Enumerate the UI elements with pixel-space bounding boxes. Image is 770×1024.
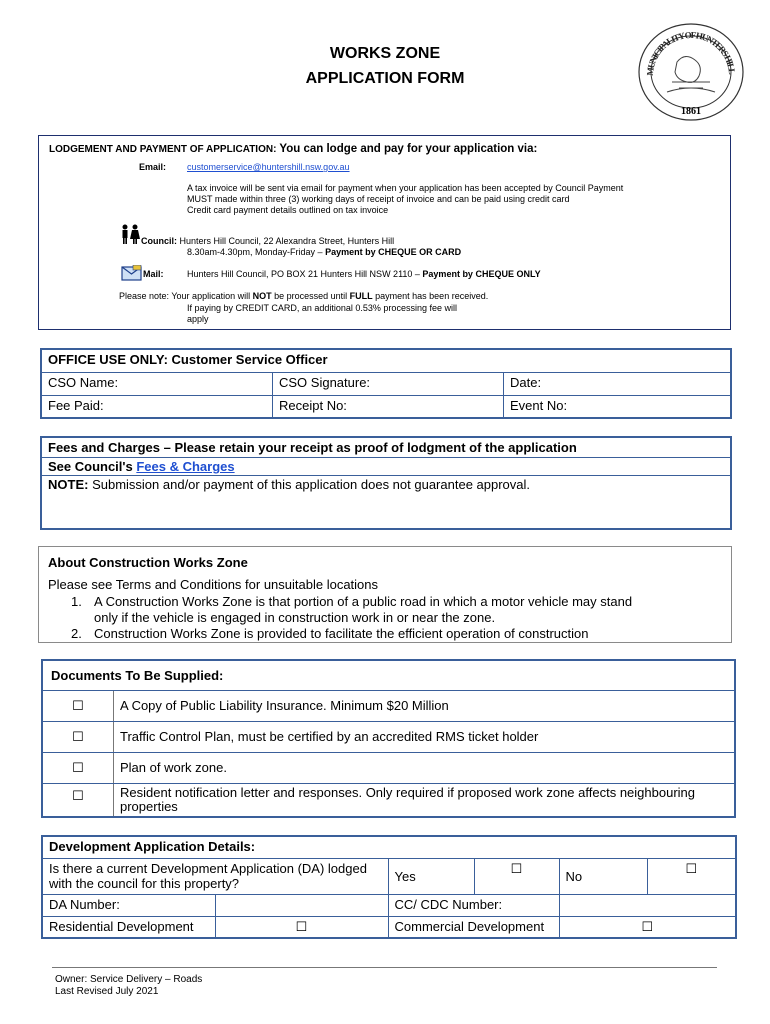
council-line: [141, 236, 394, 247]
fees-see-row: [42, 458, 730, 476]
cso-name-field[interactable]: CSO Name:: [41, 372, 273, 395]
form-title-line2: APPLICATION FORM: [305, 70, 465, 87]
da-question: Is there a current Development Application (DA) lodged with the council for this property?: [42, 858, 388, 894]
footer: [55, 974, 202, 998]
receipt-no-field[interactable]: Receipt No:: [273, 395, 504, 418]
no-checkbox[interactable]: ☐: [685, 860, 698, 876]
footer-divider: [52, 967, 717, 968]
payment-note-line1: [119, 291, 488, 302]
about-heading: About Construction Works Zone: [48, 555, 248, 570]
office-use-heading: OFFICE USE ONLY: Customer Service Officer: [41, 349, 731, 372]
cdc-number-label: CC/ CDC Number:: [388, 894, 559, 916]
fees-note-label: NOTE:: [48, 477, 89, 492]
residential-checkbox[interactable]: ☐: [295, 918, 308, 934]
lodgement-heading-rest: You can lodge and pay for your application via:: [276, 143, 538, 155]
mail-label: Mail:: [143, 269, 164, 279]
document-item: Plan of work zone.: [114, 752, 736, 783]
email-link[interactable]: customerservice@huntershill.nsw.gov.au: [187, 162, 350, 172]
payment-note-line3: apply: [187, 314, 209, 324]
development-heading: Development Application Details:: [42, 836, 736, 858]
yes-checkbox[interactable]: ☐: [510, 860, 523, 876]
lodgement-heading: [49, 143, 537, 155]
document-checkbox[interactable]: ☐: [72, 759, 84, 775]
form-title-line1: WORKS ZONE: [329, 45, 441, 62]
da-number-field[interactable]: [215, 894, 388, 916]
office-use-table: [40, 348, 732, 419]
payment-note-line2: If paying by CREDIT CARD, an additional 0.53% processing fee will: [187, 303, 457, 313]
fees-note-row: [42, 476, 730, 493]
note-text-c: payment has been received.: [372, 291, 489, 301]
document-item: Resident notification letter and responses. Only required if proposed work zone affects neighbouring properties: [114, 783, 736, 817]
cso-signature-field[interactable]: CSO Signature:: [273, 372, 504, 395]
note-text-b: be processed until: [271, 291, 350, 301]
svg-text:MUNICIPALITY OF HUNTERS HILL: MUNICIPALITY OF HUNTERS HILL: [644, 29, 738, 77]
email-note-3: Credit card payment details outlined on tax invoice: [187, 205, 389, 215]
commercial-checkbox[interactable]: ☐: [641, 918, 654, 934]
council-address: Hunters Hill Council, 22 Alexandra Street, Hunters Hill: [177, 236, 395, 246]
lodgement-heading-bold: LODGEMENT AND PAYMENT OF APPLICATION:: [49, 144, 277, 155]
mail-payment: Payment by CHEQUE ONLY: [422, 269, 541, 279]
documents-table: [41, 659, 736, 818]
council-seal-logo: [637, 22, 745, 122]
document-item: A Copy of Public Liability Insurance. Minimum $20 Million: [114, 690, 736, 721]
fees-note-text: Submission and/or payment of this application does not guarantee approval.: [88, 477, 531, 492]
development-table: [41, 835, 737, 939]
date-field[interactable]: Date:: [504, 372, 732, 395]
about-intro: Please see Terms and Conditions for unsuitable locations: [48, 577, 379, 592]
about-item1-line1: A Construction Works Zone is that portion of a public road in which a motor vehicle may stand: [94, 594, 633, 609]
cdc-number-field[interactable]: [559, 894, 736, 916]
council-hours: 8.30am-4.30pm, Monday-Friday –: [187, 247, 326, 257]
document-checkbox[interactable]: ☐: [72, 728, 84, 744]
email-note-1: A tax invoice will be sent via email for payment when your application has been accepted by Council Payment: [187, 183, 624, 193]
about-item2-number: 2.: [71, 626, 82, 641]
yes-label: Yes: [388, 858, 474, 894]
da-number-label: DA Number:: [42, 894, 215, 916]
council-hours-line: [187, 247, 461, 258]
footer-revised: Last Revised July 2021: [55, 986, 159, 997]
about-item1-number: 1.: [71, 594, 82, 609]
note-text-a: Please note: Your application will: [119, 291, 253, 301]
document-checkbox[interactable]: ☐: [72, 697, 84, 713]
about-item2: Construction Works Zone is provided to facilitate the efficient operation of construction: [94, 626, 589, 641]
commercial-label: Commercial Development: [388, 916, 559, 938]
fees-charges-link[interactable]: Fees & Charges: [136, 459, 235, 474]
email-note-2: MUST made within three (3) working days of receipt of invoice and can be paid using credit card: [187, 194, 570, 204]
email-label: Email:: [139, 162, 167, 172]
note-not: NOT: [252, 291, 272, 301]
seal-year: 1861: [681, 106, 701, 117]
fee-paid-field[interactable]: Fee Paid:: [41, 395, 273, 418]
mail-line: [187, 269, 541, 280]
people-icon: [119, 224, 141, 244]
document-item: Traffic Control Plan, must be certified by an accredited RMS ticket holder: [114, 721, 736, 752]
footer-owner: Owner: Service Delivery – Roads: [55, 974, 203, 985]
fees-heading: Fees and Charges – Please retain your receipt as proof of lodgment of the application: [42, 438, 730, 458]
about-item1-line2: only if the vehicle is engaged in construction work in or near the zone.: [94, 610, 496, 625]
document-checkbox[interactable]: ☐: [72, 787, 84, 803]
about-section: [38, 546, 732, 643]
documents-heading: Documents To Be Supplied:: [42, 660, 735, 690]
fees-section: [40, 436, 732, 530]
residential-label: Residential Development: [42, 916, 215, 938]
lodgement-section: [38, 135, 731, 330]
fees-see-prefix: See Council's: [48, 459, 137, 474]
mail-icon: [121, 265, 143, 281]
no-label: No: [559, 858, 647, 894]
note-full: FULL: [349, 291, 373, 301]
council-payment: Payment by CHEQUE OR CARD: [325, 247, 462, 257]
mail-address: Hunters Hill Council, PO BOX 21 Hunters Hill NSW 2110 –: [187, 269, 423, 279]
event-no-field[interactable]: Event No:: [504, 395, 732, 418]
council-label: Council:: [141, 236, 177, 246]
